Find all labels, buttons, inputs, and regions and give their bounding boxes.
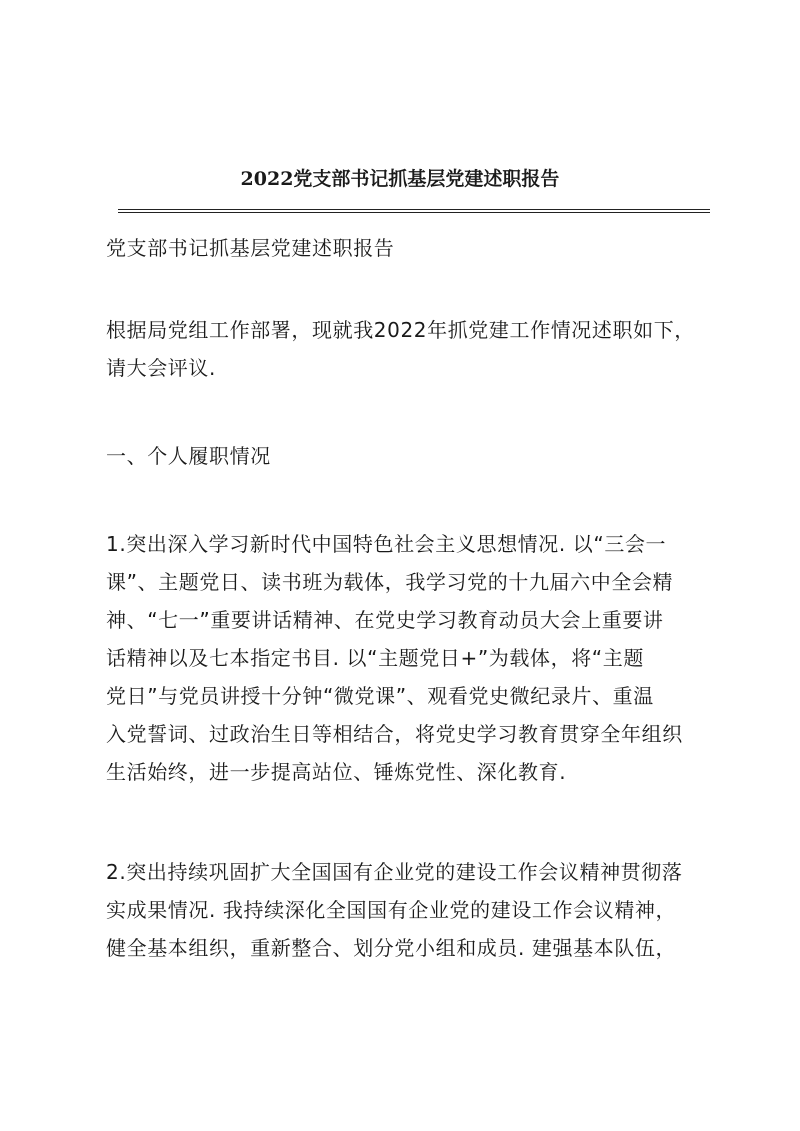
document-title: 2022党支部书记抓基层党建述职报告 <box>240 168 560 190</box>
item-1-line: 生活始终，进一步提高站位、锤炼党性、深化教育. <box>106 760 567 784</box>
document-subtitle <box>106 229 716 267</box>
item-1-paragraph <box>106 525 716 791</box>
item-2-line: 2.突出持续巩固扩大全国国有企业党的建设工作会议精神贯彻落 <box>106 860 683 884</box>
item-1-line: 话精神以及七本指定书目. 以“主题党日+”为载体，将“主题 <box>106 646 644 670</box>
section-heading <box>106 437 716 475</box>
intro-line: 根据局党组工作部署，现就我2022年抓党建工作情况述职如下， <box>106 318 695 342</box>
item-1-line: 党日”与党员讲授十分钟“微党课”、观看党史微纪录片、重温 <box>106 684 654 708</box>
section-heading-text: 一、个人履职情况 <box>106 444 271 468</box>
intro-paragraph <box>106 311 716 387</box>
item-2-line: 健全基本组织，重新整合、划分党小组和成员. 建强基本队伍， <box>106 936 677 960</box>
item-2-line: 实成果情况. 我持续深化全国国有企业党的建设工作会议精神， <box>106 898 677 922</box>
item-1-line: 1.突出深入学习新时代中国特色社会主义思想情况. 以“三会一 <box>106 532 667 556</box>
title-divider <box>118 209 710 213</box>
intro-line: 请大会评议. <box>106 356 216 380</box>
item-2-paragraph <box>106 853 716 967</box>
item-1-line: 课”、主题党日、读书班为载体，我学习党的十九届六中全会精 <box>106 570 674 594</box>
item-1-line: 入党誓词、过政治生日等相结合，将党史学习教育贯穿全年组织 <box>106 722 683 746</box>
item-1-line: 神、“七一”重要讲话精神、在党史学习教育动员大会上重要讲 <box>106 608 664 632</box>
subtitle-text: 党支部书记抓基层党建述职报告 <box>106 236 395 260</box>
